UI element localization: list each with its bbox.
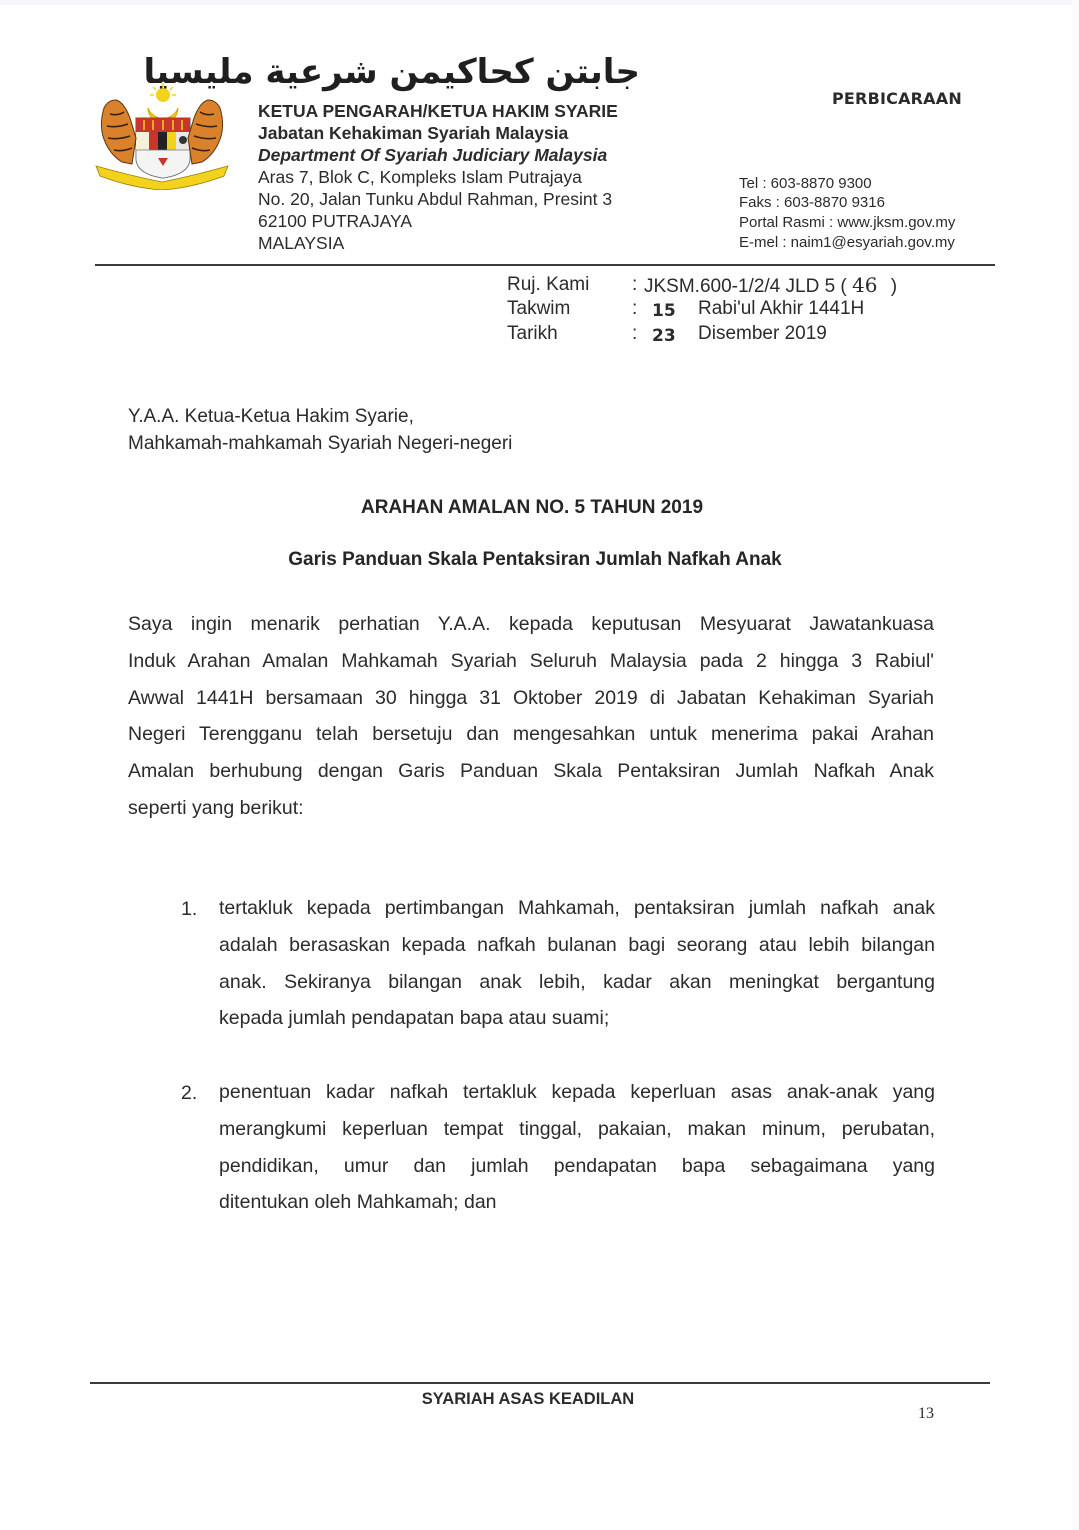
- list-item-line: anak. Sekiranya bilangan anak lebih, kadar akan meningkat bergantung: [219, 970, 935, 993]
- date-colon: :: [632, 323, 638, 344]
- scan-top-edge: [0, 0, 1079, 5]
- takwim-label: Takwim: [507, 298, 571, 319]
- reference-number: [644, 273, 897, 299]
- list-item-line: kepada jumlah pendapatan bapa atau suami;: [219, 1007, 610, 1030]
- reference-colon: :: [632, 274, 638, 295]
- takwim-value: Rabi'ul Akhir 1441H: [698, 298, 865, 319]
- header-divider: [95, 264, 995, 266]
- list-item-line: merangkumi keperluan tempat tinggal, pakaian, makan minum, perubatan,: [219, 1117, 935, 1140]
- intro-line: seperti yang berikut:: [128, 796, 304, 819]
- list-item-line: pendidikan, umur dan jumlah pendapatan bapa sebagaimana yang: [219, 1154, 935, 1177]
- classification-label: PERBICARAAN: [832, 89, 962, 108]
- list-item-line: adalah berasaskan kepada nafkah bulanan bagi seorang atau lebih bilangan: [219, 933, 935, 956]
- footer-divider: [90, 1382, 990, 1384]
- reference-close-paren: ): [890, 276, 898, 297]
- date-handwritten-day: 23: [652, 326, 676, 346]
- letterhead-address-line-3: 62100 PUTRAJAYA: [258, 211, 413, 231]
- intro-line: Negeri Terengganu telah bersetuju dan mengesahkan untuk menerima pakai Arahan: [128, 723, 934, 746]
- letterhead-address-line-2: No. 20, Jalan Tunku Abdul Rahman, Presint 3: [258, 189, 613, 209]
- letterhead-department-english: Department Of Syariah Judiciary Malaysia: [258, 145, 608, 165]
- footer-motto: SYARIAH ASAS KEADILAN: [421, 1390, 635, 1408]
- contact-fax: Faks : 603-8870 9316: [739, 194, 885, 211]
- date-value: Disember 2019: [698, 323, 827, 344]
- letterhead-address-line-1: Aras 7, Blok C, Kompleks Islam Putrajaya: [258, 167, 582, 187]
- takwim-colon: :: [632, 298, 638, 319]
- document-title: ARAHAN AMALAN NO. 5 TAHUN 2019: [360, 497, 704, 518]
- page-number: 13: [918, 1405, 934, 1422]
- intro-line: Saya ingin menarik perhatian Y.A.A. kepada keputusan Mesyuarat Jawatankuasa: [128, 613, 934, 635]
- scan-right-edge: [1072, 0, 1079, 1530]
- letterhead-address-line-4: MALAYSIA: [258, 233, 345, 253]
- document-subtitle: Garis Panduan Skala Pentaksiran Jumlah Nafkah Anak: [288, 549, 782, 570]
- contact-telephone: Tel : 603-8870 9300: [739, 175, 872, 192]
- takwim-handwritten-day: 15: [652, 301, 676, 321]
- reference-label: Ruj. Kami: [507, 274, 590, 295]
- list-item: [219, 1074, 935, 1221]
- contact-email-link[interactable]: E-mel : naim1@esyariah.gov.my: [739, 234, 955, 251]
- malaysia-coat-of-arms-icon: [92, 78, 232, 190]
- intro-line: Amalan berhubung dengan Garis Panduan Skala Pentaksiran Jumlah Nafkah Anak: [128, 760, 934, 783]
- recipient-line-2: Mahkamah-mahkamah Syariah Negeri-negeri: [128, 433, 513, 454]
- intro-line: Awwal 1441H bersamaan 30 hingga 31 Oktober 2019 di Jabatan Kehakiman Syariah: [128, 686, 934, 709]
- jawi-department-name: جابتن كحاكيمن شرعية مليسيا: [143, 52, 640, 92]
- letterhead-department-malay: Jabatan Kehakiman Syariah Malaysia: [258, 123, 569, 143]
- letterhead-office-title: KETUA PENGARAH/KETUA HAKIM SYARIE: [258, 101, 618, 121]
- list-item-number: 2.: [181, 1082, 198, 1104]
- list-item-number: 1.: [181, 898, 198, 920]
- list-item-line: ditentukan oleh Mahkamah; dan: [219, 1191, 497, 1214]
- recipient-line-1: Y.A.A. Ketua-Ketua Hakim Syarie,: [128, 406, 414, 427]
- contact-portal-link[interactable]: Portal Rasmi : www.jksm.gov.my: [739, 214, 956, 231]
- list-item-line: tertakluk kepada pertimbangan Mahkamah, pentaksiran jumlah nafkah anak: [219, 897, 935, 919]
- date-label: Tarikh: [507, 323, 558, 344]
- reference-handwritten-number: 46: [852, 273, 878, 297]
- reference-number-text: JKSM.600-1/2/4 JLD 5 (: [644, 276, 847, 297]
- list-item-line: penentuan kadar nafkah tertakluk kepada keperluan asas anak-anak yang: [219, 1081, 935, 1103]
- intro-paragraph: [128, 606, 934, 827]
- intro-line: Induk Arahan Amalan Mahkamah Syariah Seluruh Malaysia pada 2 hingga 3 Rabiul': [128, 649, 934, 672]
- list-item: [219, 890, 935, 1037]
